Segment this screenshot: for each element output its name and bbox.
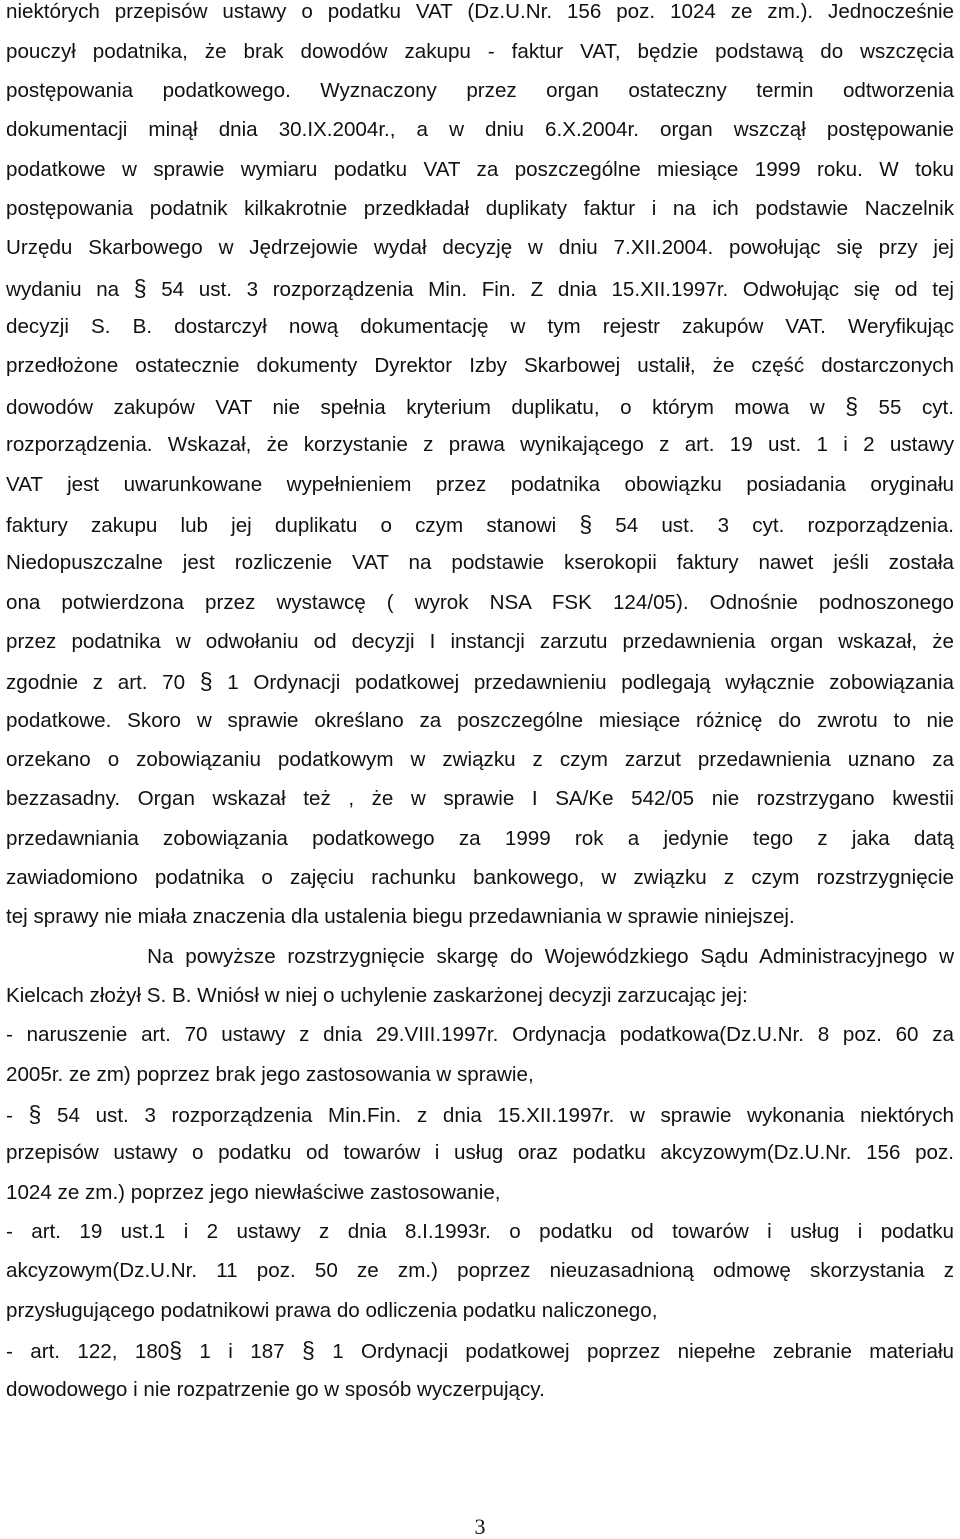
text-line (6, 315, 954, 341)
text-line (6, 1220, 954, 1246)
section-sign: § (199, 669, 213, 694)
text-run: przysługującego podatnikowi prawa do odliczenia podatku naliczonego, (6, 1299, 658, 1322)
text-line (6, 787, 954, 813)
text-run: 54 ust. 3 cyt. rozporządzenia. (592, 514, 954, 537)
text-run: - art. 19 ust.1 i 2 ustawy z dnia 8.I.1993r. o podatku od towarów i usług i podatku (6, 1220, 954, 1243)
text-line (6, 748, 954, 774)
text-line (6, 984, 954, 1010)
text-run: - (6, 1104, 29, 1127)
text-run: zawiadomiono podatnika o zajęciu rachunku bankowego, w związku z czym rozstrzygnięcie (6, 866, 954, 889)
text-run: 1 Ordynacji podatkowej poprzez niepełne zebranie materiału (314, 1340, 954, 1363)
text-run: przedawniania zobowiązania podatkowego za 1999 rok a jedynie tego z jaka datą (6, 827, 954, 850)
text-line (6, 118, 954, 144)
text-line (6, 1259, 954, 1285)
text-run: bezzasadny. Organ wskazał też , że w sprawie I SA/Ke 542/05 nie rozstrzygano kwestii (6, 787, 954, 810)
section-sign: § (169, 1338, 183, 1363)
text-line (6, 866, 954, 892)
text-run: decyzji S. B. dostarczył nową dokumentację w tym rejestr zakupów VAT. Weryfikując (6, 315, 954, 338)
text-line (6, 630, 954, 656)
text-run: 55 cyt. (858, 396, 954, 419)
text-line (6, 551, 954, 577)
text-run: zgodnie z art. 70 (6, 671, 200, 694)
text-line (6, 354, 954, 380)
text-run: akcyzowym(Dz.U.Nr. 11 poz. 50 ze zm.) poprzez nieuzasadnioną odmowę skorzystania z (6, 1259, 954, 1282)
text-line (6, 394, 954, 420)
text-run: dowodów zakupów VAT nie spełnia kryterium duplikatu, o którym mowa w (6, 396, 846, 419)
section-sign: § (579, 512, 593, 537)
text-run: 54 ust. 3 rozporządzenia Min. Fin. Z dnia 15.XII.1997r. Odwołując się od tej (146, 278, 954, 301)
section-sign: § (302, 1338, 315, 1363)
text-line (6, 1102, 954, 1128)
text-run: 1 Ordynacji podatkowej przedawnieniu podlegają wyłącznie zobowiązania (212, 671, 954, 694)
text-line (6, 1141, 954, 1167)
text-run: 1 i 187 (182, 1340, 302, 1363)
text-line (6, 827, 954, 853)
text-run: podatkowe w sprawie wymiaru podatku VAT za poszczególne miesiące 1999 roku. W toku (6, 158, 954, 181)
text-run: tej sprawy nie miała znaczenia dla ustalenia biegu przedawniania w sprawie niniejszej. (6, 905, 795, 928)
text-line (6, 1299, 954, 1325)
text-run: pouczył podatnika, że brak dowodów zakupu - faktur VAT, będzie podstawą do wszczęcia (6, 40, 954, 63)
text-line (6, 905, 954, 931)
section-sign: § (28, 1102, 42, 1127)
text-line (6, 0, 954, 26)
text-run: Urzędu Skarbowego w Jędrzejowie wydał decyzję w dniu 7.XII.2004. powołując się przy jej (6, 236, 954, 259)
text-line (6, 1181, 954, 1207)
text-run: Niedopuszczalne jest rozliczenie VAT na podstawie kserokopii faktury nawet jeśli została (6, 551, 954, 574)
text-line (6, 709, 954, 735)
section-sign: § (845, 394, 859, 419)
text-run: postępowania podatnik kilkakrotnie przedkładał duplikaty faktur i na ich podstawie Naczelnik (6, 197, 954, 220)
text-run: dokumentacji minął dnia 30.IX.2004r., a w dniu 6.X.2004r. organ wszczął postępowanie (6, 118, 954, 141)
text-run: orzekano o zobowiązaniu podatkowym w związku z czym zarzut przedawnienia uznano za (6, 748, 954, 771)
text-run: ona potwierdzona przez wystawcę ( wyrok NSA FSK 124/05). Odnośnie podnoszonego (6, 591, 954, 614)
text-run: - art. 122, 180 (6, 1340, 170, 1363)
text-line (6, 945, 954, 971)
text-run: Na powyższe rozstrzygnięcie skargę do Wojewódzkiego Sądu Administracyjnego w (6, 945, 954, 968)
section-sign: § (133, 276, 147, 301)
text-run: dowodowego i nie rozpatrzenie go w sposób wyczerpujący. (6, 1378, 545, 1401)
text-run: rozporządzenia. Wskazał, że korzystanie z prawa wynikającego z art. 19 ust. 1 i 2 ustawy (6, 433, 954, 456)
text-run: przez podatnika w odwołaniu od decyzji I instancji zarzutu przedawnienia organ wskazał, że (6, 630, 954, 653)
text-line (6, 1063, 954, 1089)
text-run: 54 ust. 3 rozporządzenia Min.Fin. z dnia 15.XII.1997r. w sprawie wykonania niektórych (41, 1104, 954, 1127)
text-run: Kielcach złożył S. B. Wniósł w niej o uchylenie zaskarżonej decyzji zarzucając jej: (6, 984, 748, 1007)
text-line (6, 473, 954, 499)
text-run: VAT jest uwarunkowane wypełnieniem przez podatnika obowiązku posiadania oryginału (6, 473, 954, 496)
text-run: postępowania podatkowego. Wyznaczony przez organ ostateczny termin odtworzenia (6, 79, 954, 102)
text-line (6, 669, 954, 695)
text-run: faktury zakupu lub jej duplikatu o czym stanowi (6, 514, 580, 537)
text-run: przedłożone ostatecznie dokumenty Dyrektor Izby Skarbowej ustalił, że część dostarczonych (6, 354, 954, 377)
text-run: podatkowe. Skoro w sprawie określano za poszczególne miesiące różnicę do zwrotu to nie (6, 709, 954, 732)
text-line (6, 197, 954, 223)
text-line (6, 433, 954, 459)
text-line (6, 276, 954, 302)
text-line (6, 236, 954, 262)
text-run: wydaniu na (6, 278, 134, 301)
text-run: - naruszenie art. 70 ustawy z dnia 29.VIII.1997r. Ordynacja podatkowa(Dz.U.Nr. 8 poz. 60 za (6, 1023, 954, 1046)
text-run: 2005r. ze zm) poprzez brak jego zastosowania w sprawie, (6, 1063, 534, 1086)
text-line (6, 158, 954, 184)
text-line (6, 1338, 954, 1364)
text-line (6, 1023, 954, 1049)
text-run: niektórych przepisów ustawy o podatku VAT (Dz.U.Nr. 156 poz. 1024 ze zm.). Jednocześnie (6, 0, 954, 23)
text-line (6, 1378, 954, 1404)
text-line (6, 79, 954, 105)
text-run: 1024 ze zm.) poprzez jego niewłaściwe zastosowanie, (6, 1181, 501, 1204)
text-line (6, 591, 954, 617)
text-line (6, 512, 954, 538)
page-number: 3 (474, 1514, 486, 1539)
text-run: przepisów ustawy o podatku od towarów i usług oraz podatku akcyzowym(Dz.U.Nr. 156 poz. (6, 1141, 954, 1164)
text-line (6, 40, 954, 66)
